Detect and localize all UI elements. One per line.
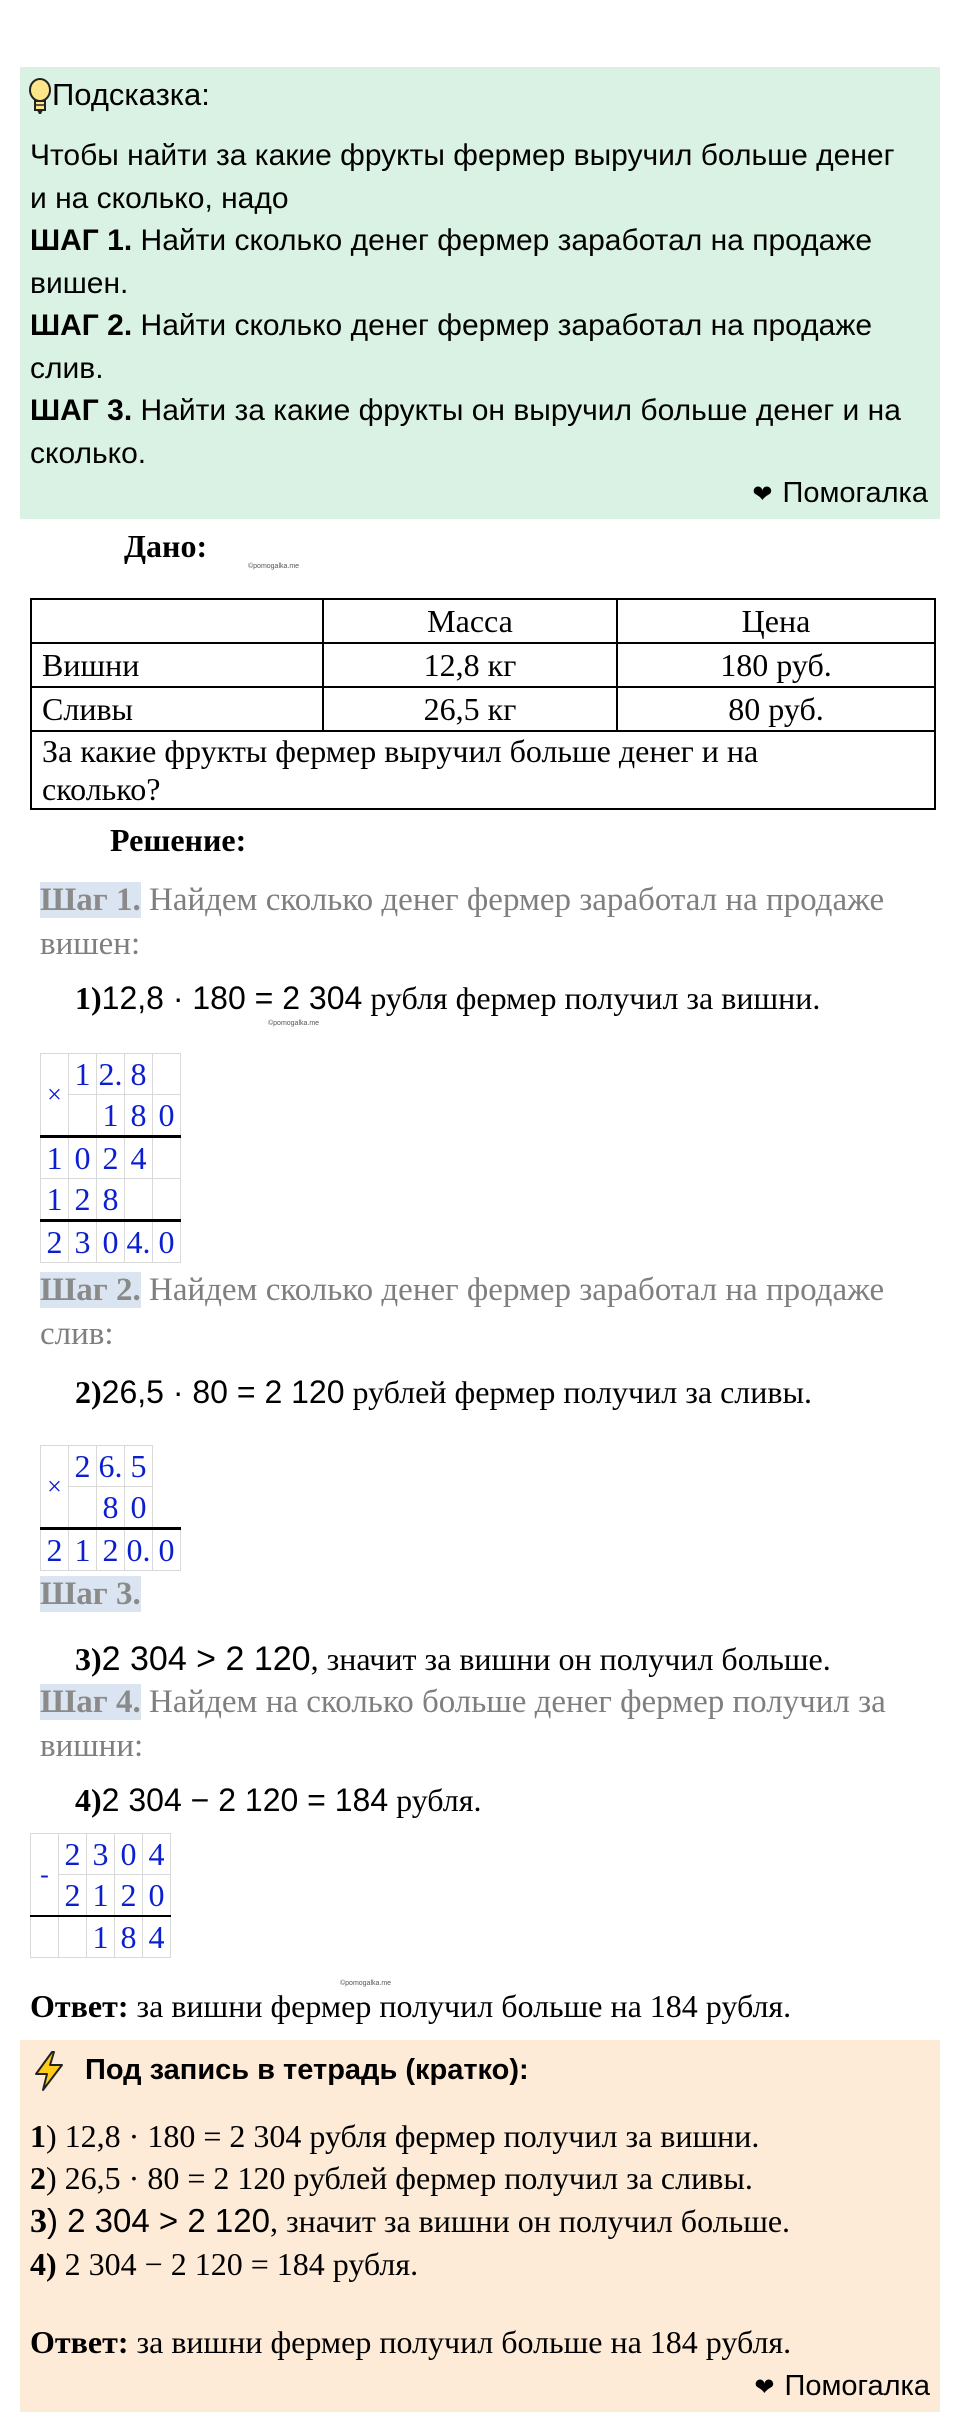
lightbulb-icon — [28, 77, 52, 117]
brand-label: ❤ Помогалка — [752, 477, 928, 509]
table-header-cell: Цена — [617, 599, 935, 643]
solution-step-3 — [40, 1576, 141, 1613]
subtraction-grid: - 2 3 0 4 2 1 2 0 1 8 4 — [30, 1833, 171, 1958]
notebook-line-2: 2) 26,5 · 80 = 2 120 рублей фермер получил за сливы. — [30, 2160, 753, 2196]
hint-step-1: ШАГ 1. Найти сколько денег фермер заработал на продаже — [30, 224, 873, 257]
hint-intro-line1: Чтобы найти за какие фрукты фермер выручил больше денег — [30, 139, 895, 172]
watermark: ©pomogalka.me — [248, 563, 300, 570]
step-tag: Шаг 3. — [40, 1576, 141, 1612]
equation-3: 3)2 304 > 2 120, значит за вишни он получил больше. — [75, 1640, 831, 1678]
table-cell: 180 руб. — [617, 643, 935, 687]
solution-step-2: Шаг 2. Найдем сколько денег фермер заработал на продаже слив: — [40, 1272, 885, 1352]
hint-title: Подсказка: — [52, 77, 210, 112]
table-cell: Сливы — [31, 687, 323, 731]
step-tag: Шаг 1. — [40, 882, 141, 918]
hint-step-3: ШАГ 3. Найти за какие фрукты он выручил больше денег и на — [30, 394, 901, 427]
table-cell: Вишни — [31, 643, 323, 687]
notebook-line-1: 1) 12,8 · 180 = 2 304 рубля фермер получил за вишни. — [30, 2118, 760, 2154]
watermark: ©pomogalka.me — [268, 1020, 320, 1027]
given-title: Дано: — [124, 528, 208, 564]
table-row — [31, 643, 935, 687]
hint-box — [20, 67, 940, 519]
notebook-answer: Ответ: за вишни фермер получил больше на 184 рубля. — [30, 2324, 792, 2360]
equation-1: 1)12,8 · 180 = 2 304 рубля фермер получил за вишни. — [75, 980, 821, 1016]
notebook-line-4: 4) 2 304 − 2 120 = 184 рубля. — [30, 2246, 419, 2282]
hint-intro-line2: и на сколько, надо — [30, 181, 289, 215]
table-cell: 26,5 кг — [323, 687, 617, 731]
table-cell: 12,8 кг — [323, 643, 617, 687]
notebook-box — [20, 2040, 940, 2412]
hint-step-1-cont: вишен. — [30, 266, 129, 300]
table-header-cell — [31, 599, 323, 643]
notebook-line-3: 3) 2 304 > 2 120, значит за вишни он получил больше. — [30, 2202, 791, 2240]
table-question-row — [31, 731, 935, 809]
solution-step-4: Шаг 4. Найдем на сколько больше денег фермер получил за вишни: — [40, 1684, 886, 1764]
given-table — [30, 598, 936, 810]
table-header-cell: Масса — [323, 599, 617, 643]
heart-icon: ❤ — [752, 481, 773, 508]
brand-label: ❤ Помогалка — [754, 2370, 930, 2402]
hint-step-2-cont: слив. — [30, 351, 104, 385]
hint-step-2: ШАГ 2. Найти сколько денег фермер заработал на продаже — [30, 309, 873, 342]
notebook-title: Под запись в тетрадь (кратко): — [85, 2054, 529, 2086]
lightning-icon — [32, 2050, 66, 2092]
table-question-cell: За какие фрукты фермер выручил больше денег и на сколько? — [31, 731, 935, 809]
hint-body — [30, 135, 935, 475]
table-row — [31, 687, 935, 731]
table-header-row — [31, 599, 935, 643]
heart-icon: ❤ — [754, 2374, 775, 2401]
hint-step-3-cont: сколько. — [30, 436, 147, 470]
equation-4: 4)2 304 − 2 120 = 184 рубля. — [75, 1782, 482, 1818]
table-cell: 80 руб. — [617, 687, 935, 731]
solution-step-1: Шаг 1. Найдем сколько денег фермер заработал на продаже вишен: — [40, 882, 885, 962]
equation-2: 2)26,5 · 80 = 2 120 рублей фермер получил за сливы. — [75, 1374, 812, 1410]
solution-title: Решение: — [110, 822, 247, 858]
step-tag: Шаг 4. — [40, 1684, 141, 1720]
multiplication-grid-1: × 1 2. 8 1 8 0 1 0 2 4 1 2 8 2 3 0 4. 0 — [40, 1053, 181, 1263]
watermark: ©pomogalka.me — [340, 1980, 392, 1987]
step-tag: Шаг 2. — [40, 1272, 141, 1308]
answer: Ответ: за вишни фермер получил больше на 184 рубля. — [30, 1988, 792, 2024]
multiplication-grid-2: × 2 6. 5 8 0 2 1 2 0. 0 — [40, 1445, 181, 1571]
